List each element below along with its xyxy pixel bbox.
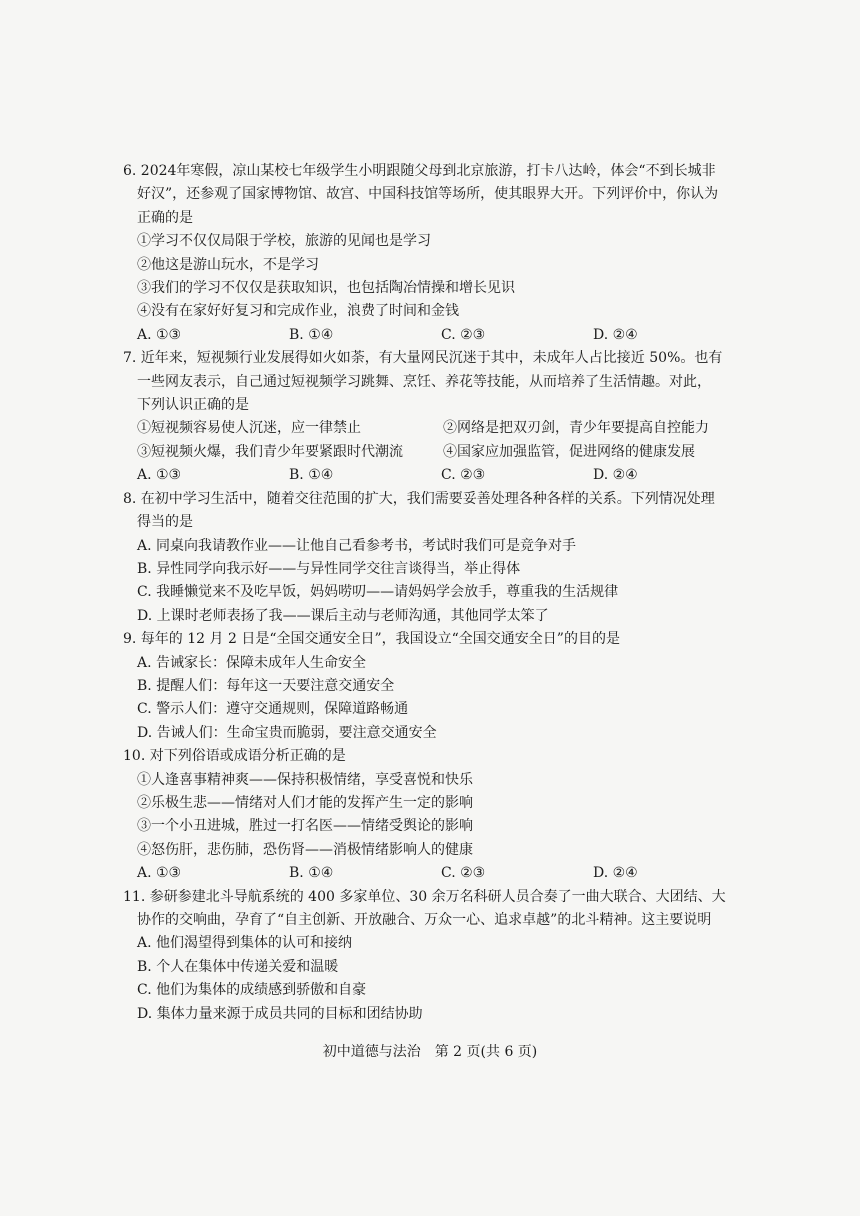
question-9 — [123, 628, 762, 745]
question-7-item-2: ②网络是把双刃剑，青少年要提高自控能力 — [443, 420, 709, 437]
question-10-stem-line-1: 10. 对下列俗语或成语分析正确的是 — [123, 748, 346, 765]
question-10-item-2: ②乐极生悲——情绪对人们才能的发挥产生一定的影响 — [137, 794, 473, 811]
option-d: D. ②④ — [593, 865, 638, 882]
question-7-stem-line-2: 一些网友表示，自己通过短视频学习跳舞、烹饪、养花等技能，从而培养了生活情趣。对此， — [137, 373, 711, 390]
question-9-stem-line-1: 9. 每年的 12 月 2 日是“全国交通安全日”，我国设立“全国交通安全日”的目的是 — [123, 631, 620, 648]
question-7 — [123, 347, 762, 487]
question-8-choice-d: D. 上课时老师表扬了我——课后主动与老师沟通，其他同学太笨了 — [137, 607, 549, 624]
question-8-stem-line-2: 得当的是 — [137, 514, 193, 531]
question-11-stem-line-2: 协作的交响曲，孕育了“自主创新、开放融合、万众一心、追求卓越”的北斗精神。这主要说明 — [137, 912, 712, 928]
question-10-options — [137, 862, 762, 885]
question-8-choice-c: C. 我睡懒觉来不及吃早饭，妈妈唠叨——请妈妈学会放手，尊重我的生活规律 — [137, 584, 619, 601]
question-9-choice-b: B. 提醒人们：每年这一天要注意交通安全 — [137, 677, 395, 694]
question-7-item-3: ③短视频火爆，我们青少年要紧跟时代潮流 — [137, 443, 403, 460]
question-7-stem-line-3: 下列认识正确的是 — [137, 397, 249, 414]
option-a: A. ①③ — [137, 467, 182, 484]
question-6-options — [137, 324, 762, 347]
question-10 — [123, 745, 762, 885]
question-8 — [123, 488, 762, 628]
question-8-stem-line-1: 8. 在初中学习生活中，随着交往范围的扩大，我们需要妥善处理各种各样的关系。下列情况处理 — [123, 490, 715, 507]
option-b: B. ①④ — [289, 467, 334, 484]
question-6-item-2: ②他这是游山玩水，不是学习 — [137, 256, 319, 273]
question-9-choice-d: D. 告诫人们：生命宝贵而脆弱，要注意交通安全 — [137, 724, 437, 741]
questions-area — [123, 160, 762, 1026]
question-11-choice-c: C. 他们为集体的成绩感到骄傲和自豪 — [137, 982, 367, 999]
page-footer: 初中道德与法治 第 2 页(共 6 页) — [322, 1044, 538, 1060]
question-7-items-row-2 — [137, 441, 762, 464]
question-9-choice-a: A. 告诫家长：保障未成年人生命安全 — [137, 654, 367, 671]
question-6-stem-line-1: 6. 2024年寒假，凉山某校七年级学生小明跟随父母到北京旅游，打卡八达岭，体会“不到长城非 — [123, 163, 716, 179]
option-a: A. ①③ — [137, 326, 182, 343]
option-d: D. ②④ — [593, 326, 638, 343]
question-11-choice-d: D. 集体力量来源于成员共同的目标和团结协助 — [137, 1005, 423, 1022]
option-c: C. ②③ — [441, 326, 486, 343]
question-9-choice-c: C. 警示人们：遵守交通规则，保障道路畅通 — [137, 701, 409, 718]
question-10-item-3: ③一个小丑进城，胜过一打名医——情绪受舆论的影响 — [137, 818, 473, 835]
question-6 — [123, 160, 762, 347]
question-7-item-1: ①短视频容易使人沉迷，应一律禁止 — [137, 420, 361, 437]
question-11 — [123, 886, 762, 1026]
question-7-items-row-1 — [137, 417, 762, 440]
question-11-stem-line-1: 11. 参研参建北斗导航系统的 400 多家单位、30 余万名科研人员合奏了一曲大联合、大团结、大 — [123, 888, 726, 905]
question-6-stem-line-2: 好汉”，还参观了国家博物馆、故宫、中国科技馆等场所，使其眼界大开。下列评价中，你认为 — [137, 186, 719, 203]
question-11-choice-b: B. 个人在集体中传递关爱和温暖 — [137, 958, 339, 975]
question-6-item-1: ①学习不仅仅局限于学校，旅游的见闻也是学习 — [137, 233, 431, 250]
option-b: B. ①④ — [289, 865, 334, 882]
question-10-item-4: ④怒伤肝，悲伤肺，恐伤肾——消极情绪影响人的健康 — [137, 841, 473, 858]
option-b: B. ①④ — [289, 326, 334, 343]
question-6-item-3: ③我们的学习不仅仅是获取知识，也包括陶冶情操和增长见识 — [137, 280, 515, 297]
option-d: D. ②④ — [593, 467, 638, 484]
question-7-options — [137, 464, 762, 487]
question-6-stem-line-3: 正确的是 — [137, 209, 193, 226]
question-8-choice-a: A. 同桌向我请教作业——让他自己看参考书，考试时我们可是竞争对手 — [137, 537, 577, 554]
question-6-item-4: ④没有在家好好复习和完成作业，浪费了时间和金钱 — [137, 303, 459, 320]
question-8-choice-b: B. 异性同学向我示好——与异性同学交往言谈得当，举止得体 — [137, 560, 521, 577]
option-c: C. ②③ — [441, 865, 486, 882]
question-11-choice-a: A. 他们渴望得到集体的认可和接纳 — [137, 935, 353, 952]
question-7-stem-line-1: 7. 近年来，短视频行业发展得如火如荼，有大量网民沉迷于其中，未成年人占比接近 50%。也有 — [123, 350, 723, 367]
option-c: C. ②③ — [441, 467, 486, 484]
option-a: A. ①③ — [137, 865, 182, 882]
question-10-item-1: ①人逢喜事精神爽——保持积极情绪，享受喜悦和快乐 — [137, 771, 473, 788]
question-7-item-4: ④国家应加强监管，促进网络的健康发展 — [443, 443, 695, 460]
